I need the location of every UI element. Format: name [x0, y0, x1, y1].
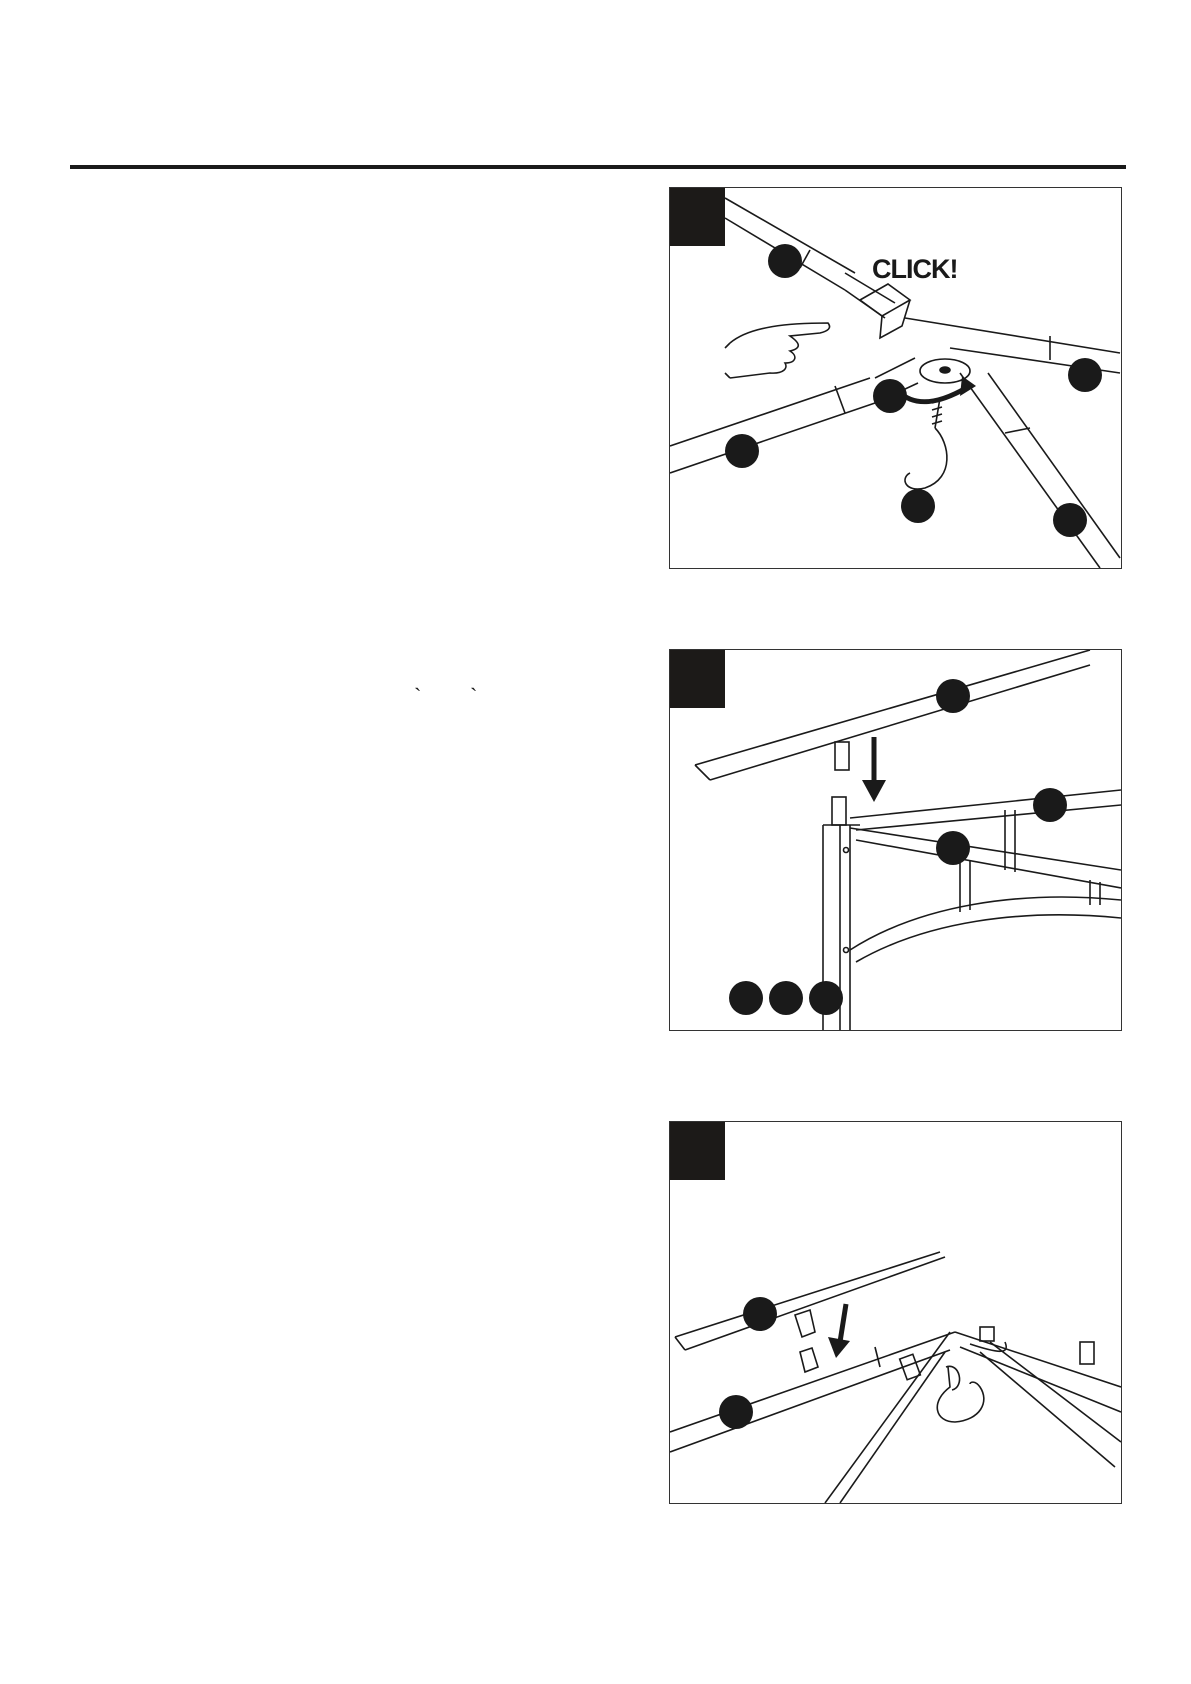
ridge-beam-drawing [670, 1122, 1121, 1503]
text-mark: ` [414, 683, 422, 708]
header-rule [70, 165, 1126, 169]
step-illustration-1 [669, 187, 1122, 569]
hub-assembly-drawing [670, 188, 1121, 568]
text-mark: ` [470, 683, 478, 708]
step-illustration-3 [669, 1121, 1122, 1504]
step-illustration-2 [669, 649, 1122, 1031]
click-callout: CLICK! [872, 254, 958, 284]
beam-attachment-drawing [670, 650, 1121, 1030]
